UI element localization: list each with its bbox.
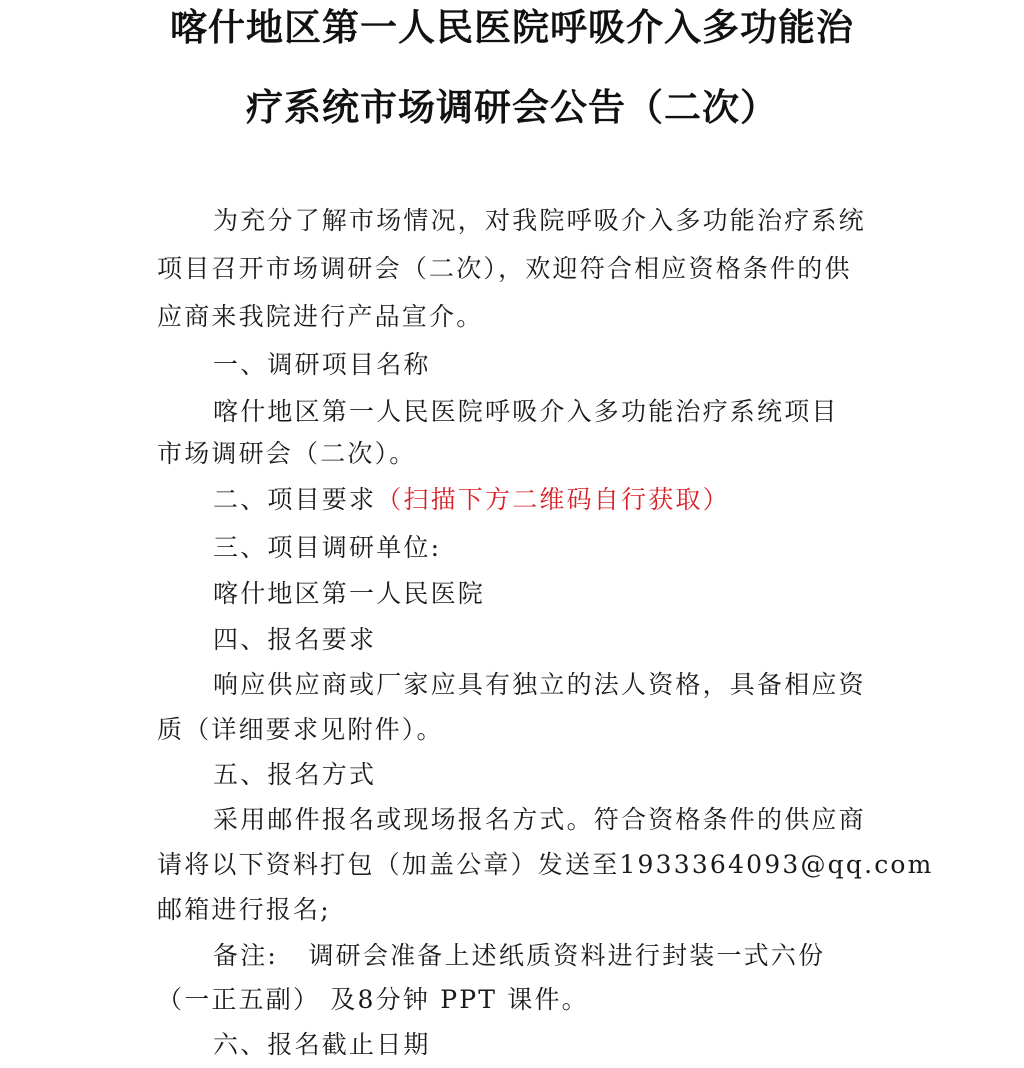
intro-paragraph-line-1: 为充分了解市场情况，对我院呼吸介入多功能治疗系统	[213, 206, 866, 235]
remark-line-2: （一正五副） 及8分钟 PPT 课件。	[157, 985, 589, 1014]
section-6-heading: 六、报名截止日期	[213, 1030, 431, 1059]
section-2-heading: 二、项目要求	[213, 485, 377, 514]
section-1-heading: 一、调研项目名称	[213, 350, 431, 379]
intro-paragraph-line-2: 项目召开市场调研会（二次），欢迎符合相应资格条件的供	[157, 254, 852, 283]
section-2-qr-note: （扫描下方二维码自行获取）	[376, 485, 730, 514]
section-4-text-line-1: 响应供应商或厂家应具有独立的法人资格，具备相应资	[213, 670, 866, 699]
section-5-text-line-2: 请将以下资料打包（加盖公章）发送至1933364093@qq.com	[157, 850, 934, 879]
section-4-text-line-2: 质（详细要求见附件）。	[157, 715, 444, 744]
intro-paragraph-line-3: 应商来我院进行产品宣介。	[157, 302, 484, 331]
section-2-heading-line	[157, 476, 933, 523]
section-3-text: 喀什地区第一人民医院	[213, 579, 486, 608]
remark-line-1: 备注: 调研会准备上述纸质资料进行封装一式六份	[213, 941, 826, 970]
section-5-text-line-1: 采用邮件报名或现场报名方式。符合资格条件的供应商	[213, 805, 866, 834]
section-4-heading: 四、报名要求	[213, 625, 377, 654]
section-5-heading: 五、报名方式	[213, 760, 377, 789]
section-3-heading: 三、项目调研单位:	[213, 533, 442, 562]
section-1-text-line-2: 市场调研会（二次）。	[157, 439, 417, 468]
title-line-2: 疗系统市场调研会公告（二次）	[246, 86, 778, 129]
section-5-text-line-3: 邮箱进行报名;	[157, 895, 331, 924]
section-1-text-line-1: 喀什地区第一人民医院呼吸介入多功能治疗系统项目	[213, 397, 839, 426]
title-line-1: 喀什地区第一人民医院呼吸介入多功能治	[170, 6, 854, 49]
